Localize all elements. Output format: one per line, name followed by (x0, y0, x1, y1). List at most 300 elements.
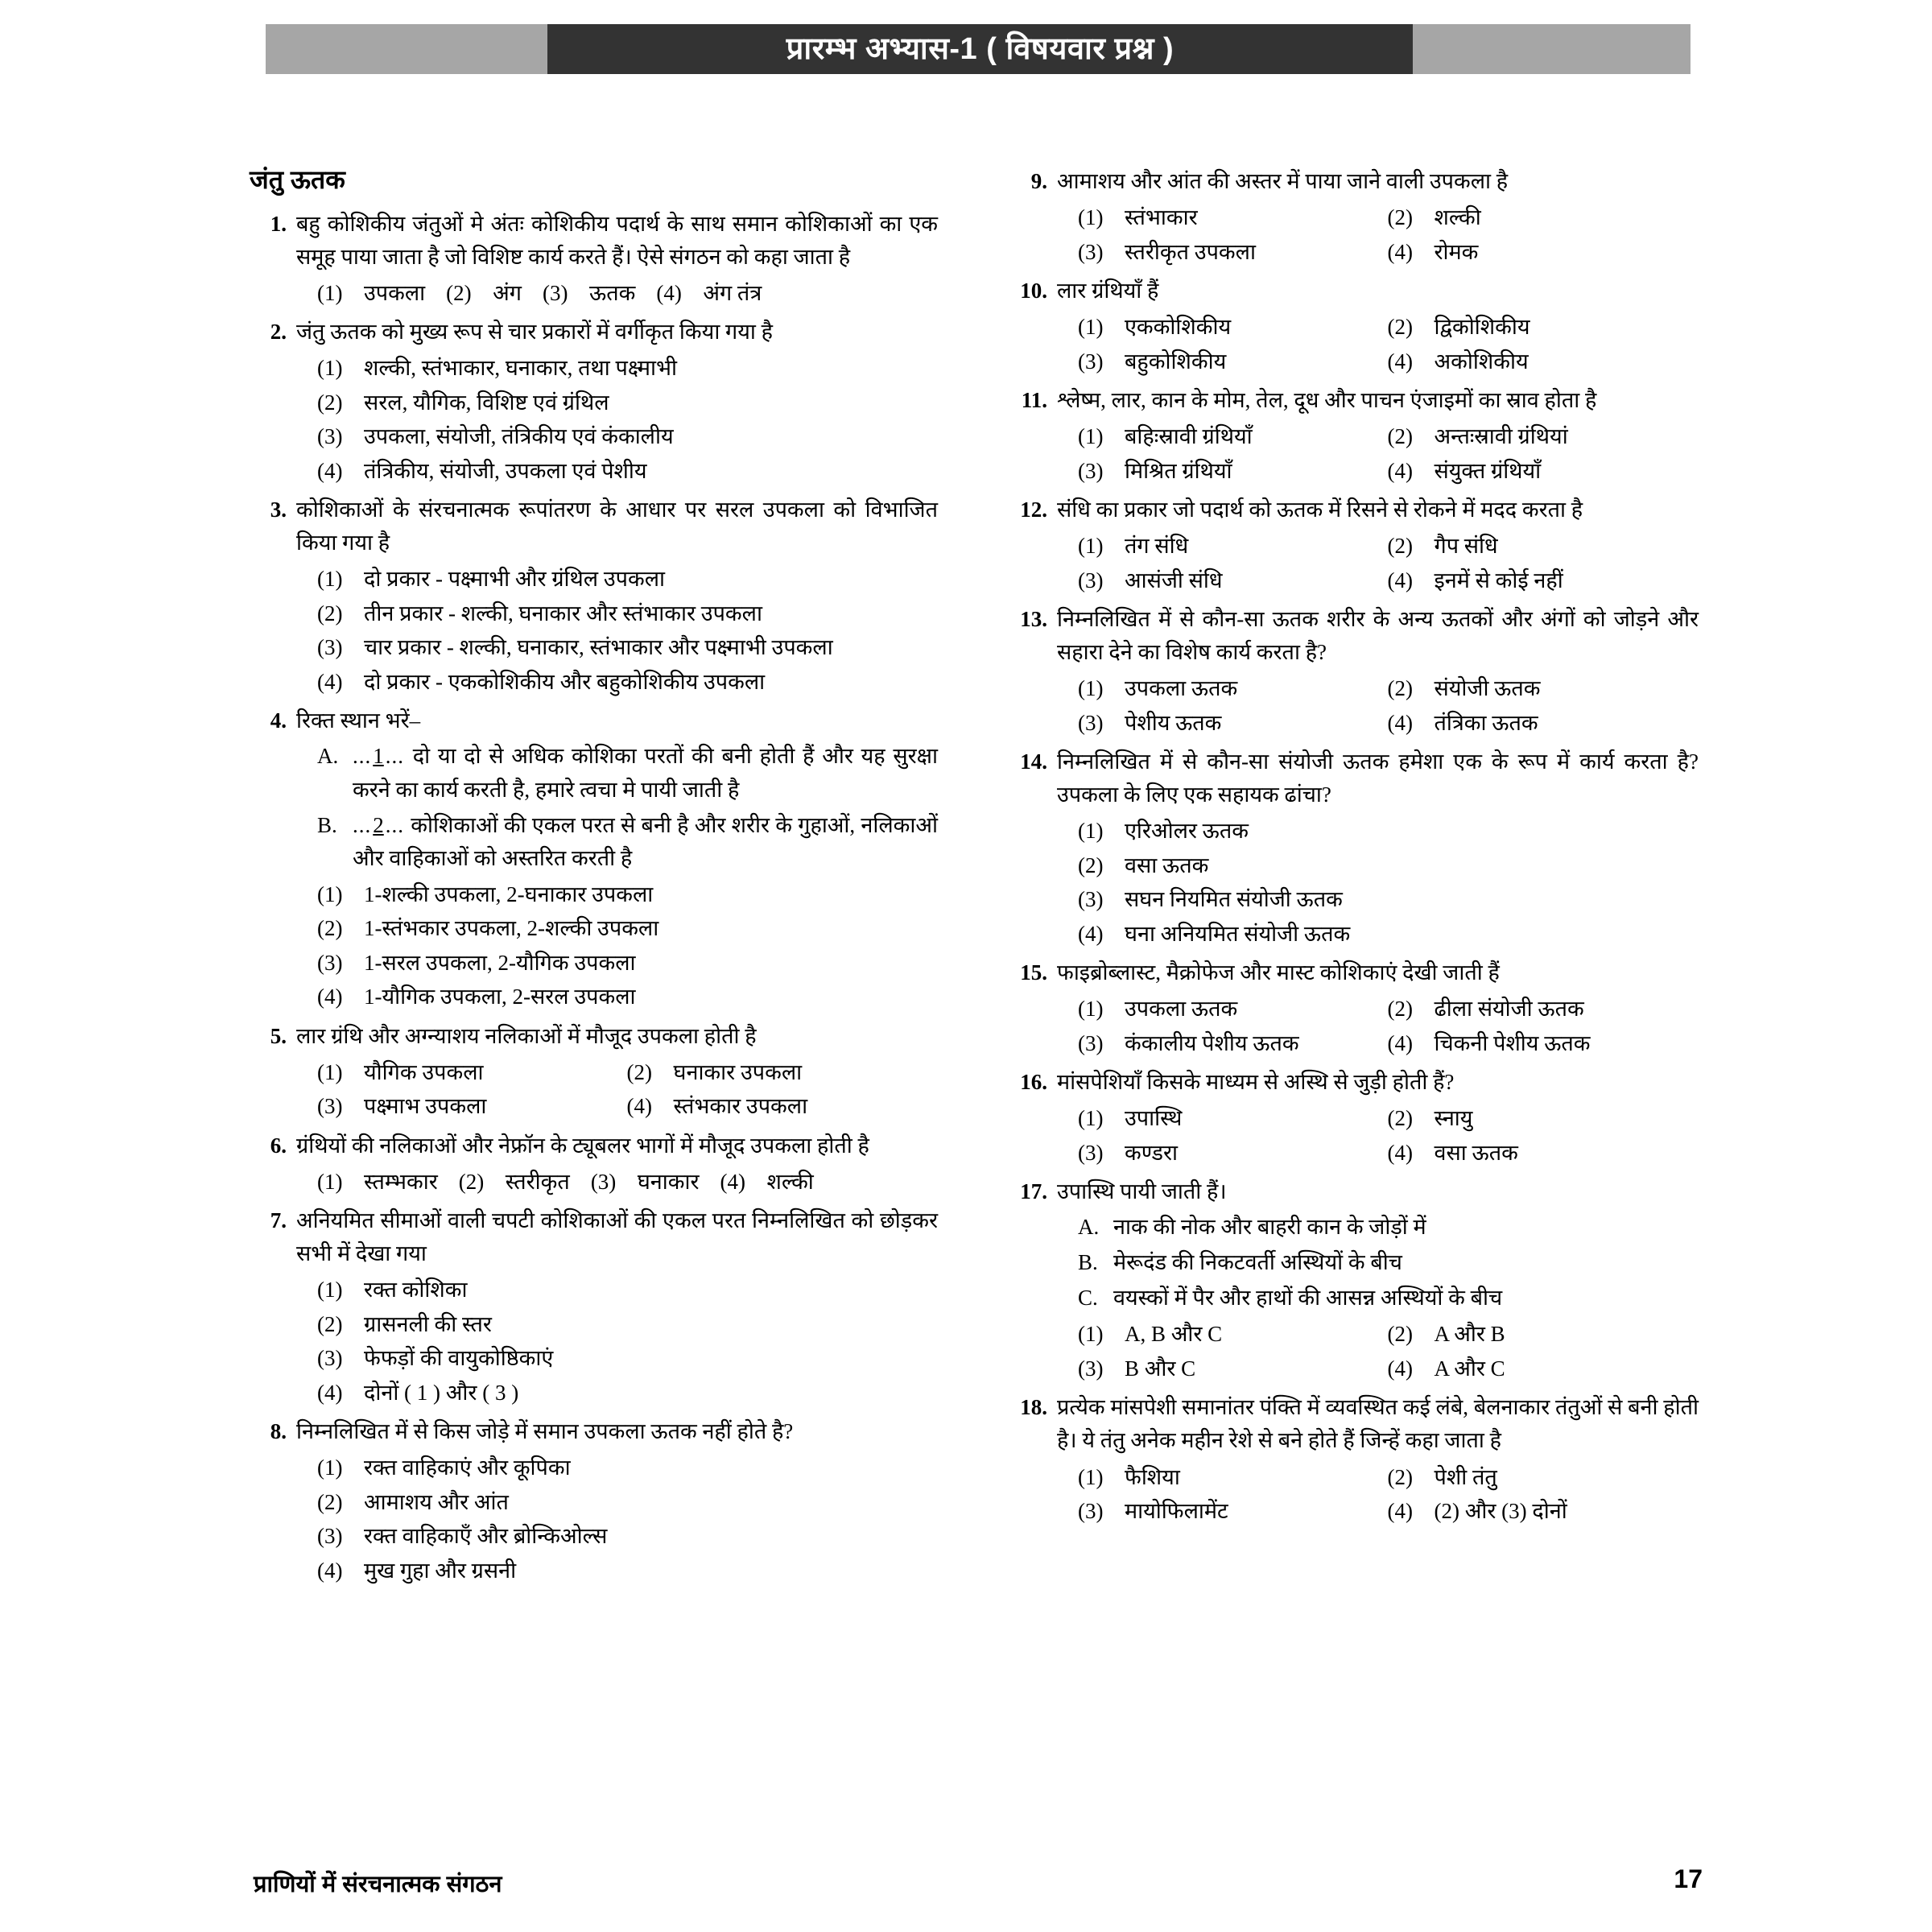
option-label: A, B और C (1125, 1322, 1223, 1347)
option-label: 1-यौगिक उपकला, 2-सरल उपकला (364, 985, 636, 1009)
option-marker: (1) (317, 1278, 343, 1302)
option-label: स्तम्भकार (364, 1169, 438, 1194)
sub-statement-letter: C. (1078, 1286, 1098, 1311)
option-row (1057, 883, 1699, 916)
option-label: स्तंभाकार (1125, 205, 1198, 230)
question-text: जंतु ऊतक को मुख्य रूप से चार प्रकारों में वर्गीकृत किया गया है (296, 320, 774, 345)
question-item (250, 704, 938, 1013)
option-row (1057, 564, 1699, 597)
option-label: ढीला संयोजी ऊतक (1434, 997, 1584, 1022)
option[interactable] (591, 1166, 700, 1199)
option-marker: (2) (1387, 424, 1413, 449)
option[interactable] (1057, 1102, 1378, 1135)
option[interactable] (446, 277, 522, 310)
option-label: इनमें से कोई नहीं (1434, 568, 1563, 592)
sub-statement-letter: B. (1078, 1250, 1098, 1275)
option[interactable] (1057, 1352, 1378, 1385)
right-column (993, 165, 1699, 1593)
option-label: पक्ष्माभ उपकला (364, 1094, 487, 1119)
question-item (250, 1020, 938, 1123)
option[interactable] (1057, 672, 1378, 705)
option-label: उपकला ऊतक (1125, 676, 1238, 701)
option[interactable] (1057, 849, 1699, 882)
content-columns (250, 165, 1699, 1593)
option[interactable] (1057, 311, 1378, 344)
option-marker: (3) (317, 1524, 343, 1549)
option-row (1057, 1318, 1699, 1351)
option-row (1057, 1102, 1699, 1135)
option[interactable] (317, 277, 425, 310)
option-row (1057, 1495, 1699, 1528)
question-body (1057, 493, 1699, 597)
question-number: 4. (270, 708, 287, 733)
option[interactable] (296, 1274, 938, 1307)
option-marker: (2) (446, 280, 472, 305)
option-marker: (4) (626, 1094, 652, 1119)
question-text: निम्नलिखित में से कौन-सा संयोजी ऊतक हमेशा एक के रूप में कार्य करता है? उपकला के लिए एक सहायक ढांचा? (1057, 749, 1699, 807)
option-list (1057, 815, 1699, 950)
option-marker: (4) (1387, 239, 1413, 264)
banner-center-block (547, 24, 1413, 74)
option[interactable] (296, 666, 938, 699)
question-text: लार ग्रंथियाँ हैं (1057, 279, 1159, 303)
option[interactable] (1378, 420, 1699, 453)
option[interactable] (1057, 530, 1378, 563)
question-text: श्लेष्म, लार, कान के मोम, तेल, दूध और पाचन एंजाइमों का स्राव होता है (1057, 388, 1597, 413)
question-body (296, 1204, 938, 1409)
option[interactable] (296, 980, 938, 1013)
option[interactable] (296, 563, 938, 596)
option-row (1057, 1352, 1699, 1385)
option-label: पेशी तंतु (1434, 1464, 1497, 1489)
option[interactable] (1057, 201, 1378, 234)
question-sub-statement (296, 740, 938, 806)
footer-page-number: 17 (1674, 1864, 1703, 1893)
question-body (1057, 275, 1699, 378)
option[interactable] (543, 277, 635, 310)
option-label: स्तरीकृत उपकला (1125, 239, 1256, 264)
question-text: निम्नलिखित में से किस जोड़े में समान उपकला ऊतक नहीं होते है? (296, 1419, 794, 1444)
option-marker: (3) (1078, 1140, 1104, 1165)
option[interactable] (296, 386, 938, 419)
question-number: 14. (1020, 749, 1047, 774)
option[interactable] (296, 1554, 938, 1587)
sub-statement-text: ...2... कोशिकाओं की एकल परत से बनी है और शरीर के गुहाओं, नलिकाओं और वाहिकाओं को अस्तरित करती है (353, 812, 938, 870)
question-item (1010, 745, 1699, 950)
option-row (1057, 993, 1699, 1026)
option[interactable] (296, 1342, 938, 1375)
option-label: अंग (493, 280, 522, 305)
sub-statement-letter: A. (1078, 1215, 1100, 1240)
header-banner (266, 24, 1690, 74)
question-item (1010, 603, 1699, 739)
option[interactable] (296, 1486, 938, 1519)
option-label: वसा ऊतक (1434, 1140, 1518, 1165)
option-marker: (2) (1387, 1322, 1413, 1347)
question-item (1010, 1175, 1699, 1385)
option[interactable] (296, 912, 938, 945)
question-text: कोशिकाओं के संरचनात्मक रूपांतरण के आधार पर सरल उपकला को विभाजित किया गया है (296, 497, 938, 555)
option-marker: (4) (1387, 710, 1413, 735)
option-row (1057, 311, 1699, 344)
option-label: चिकनी पेशीय ऊतक (1434, 1030, 1591, 1055)
option[interactable] (1057, 564, 1378, 597)
option-marker: (2) (317, 916, 343, 941)
option[interactable] (1378, 201, 1699, 234)
option-marker: (1) (1078, 1464, 1104, 1489)
option[interactable] (296, 597, 938, 630)
question-item (250, 1129, 938, 1199)
question-item (250, 493, 938, 698)
option[interactable] (296, 878, 938, 911)
option[interactable] (296, 631, 938, 664)
option-label: अकोशिकीय (1434, 349, 1529, 374)
option-marker: (4) (656, 280, 682, 305)
option[interactable] (317, 1166, 438, 1199)
question-text: संधि का प्रकार जो पदार्थ को ऊतक में रिसने से रोकने में मदद करता है (1057, 497, 1583, 522)
option-list (296, 563, 938, 698)
question-number: 7. (270, 1208, 287, 1233)
question-item (1010, 165, 1699, 268)
option[interactable] (1057, 1461, 1378, 1494)
question-item (250, 316, 938, 487)
option[interactable] (1378, 1318, 1699, 1351)
option-label: सघन नियमित संयोजी ऊतक (1125, 887, 1343, 912)
option-marker: (1) (1078, 424, 1104, 449)
option-label: वसा ऊतक (1125, 852, 1209, 877)
option-label: दो प्रकार - पक्ष्माभी और ग्रंथिल उपकला (364, 567, 666, 592)
option[interactable] (1378, 1461, 1699, 1494)
option-marker: (3) (1078, 1030, 1104, 1055)
sub-statement-text: नाक की नोक और बाहरी कान के जोड़ों में (1113, 1215, 1426, 1240)
option-label: उपकला ऊतक (1125, 997, 1238, 1022)
option[interactable] (296, 1520, 938, 1553)
question-text: रिक्त स्थान भरें– (296, 708, 421, 733)
option-label: तंत्रिका ऊतक (1434, 710, 1538, 735)
option-row (296, 1342, 938, 1375)
option-list (1057, 1102, 1699, 1169)
option-label: उपास्थि (1125, 1106, 1183, 1131)
option[interactable] (1057, 455, 1378, 488)
option-label: कंकालीय पेशीय ऊतक (1125, 1030, 1299, 1055)
option-list (1057, 420, 1699, 487)
option-marker: (4) (317, 1558, 343, 1583)
option-list (1057, 1461, 1699, 1528)
question-text: उपास्थि पायी जाती हैं। (1057, 1179, 1227, 1204)
option-label: दो प्रकार - एककोशिकीय और बहुकोशिकीय उपकला (364, 669, 766, 694)
question-number: 3. (270, 497, 287, 522)
option-list (1057, 993, 1699, 1059)
option-marker: (3) (317, 1094, 343, 1119)
option-row (296, 597, 938, 630)
option-label: स्नायु (1434, 1106, 1473, 1131)
option[interactable] (1378, 530, 1699, 563)
banner-right-block (1413, 24, 1690, 74)
question-number: 16. (1020, 1070, 1047, 1095)
option[interactable] (1378, 1495, 1699, 1528)
option-list (1057, 201, 1699, 268)
option-label: मुख गुहा और ग्रसनी (364, 1558, 517, 1583)
right-question-list (1010, 165, 1699, 1528)
option[interactable] (1057, 1318, 1378, 1351)
option-row (1057, 849, 1699, 882)
option-list (1057, 530, 1699, 597)
option[interactable] (296, 1451, 938, 1484)
option-label: रक्त वाहिकाएँ और ब्रोन्किओल्स (364, 1524, 608, 1549)
option-row (296, 1056, 938, 1089)
sub-statement-text: ...1... दो या दो से अधिक कोशिका परतों की बनी होती हैं और यह सुरक्षा करने का कार्य करती है, हमारे त्वचा मे पायी जाती है (353, 744, 938, 802)
question-number: 11. (1021, 388, 1047, 413)
option[interactable] (1378, 672, 1699, 705)
option-marker: (2) (458, 1169, 485, 1194)
option-marker: (3) (317, 424, 343, 449)
question-number: 13. (1020, 607, 1047, 632)
option-marker: (2) (1387, 1464, 1413, 1489)
question-item (1010, 1391, 1699, 1527)
question-body (1057, 384, 1699, 487)
question-body (1057, 603, 1699, 739)
option-label: दोनों ( 1 ) और ( 3 ) (364, 1380, 519, 1405)
option[interactable] (1378, 345, 1699, 378)
option-row (1057, 672, 1699, 705)
option-marker: (2) (626, 1059, 652, 1084)
question-body (296, 208, 938, 310)
option-marker: (4) (1078, 921, 1104, 946)
question-text: फाइब्रोब्लास्ट, मैक्रोफेज और मास्ट कोशिकाएं देखी जाती हैं (1057, 960, 1500, 985)
question-text: लार ग्रंथि और अग्न्याशय नलिकाओं में मौजूद उपकला होती है (296, 1023, 757, 1048)
option-label: रोमक (1434, 239, 1479, 264)
option-marker: (4) (1387, 1499, 1413, 1523)
option-marker: (2) (317, 1489, 343, 1514)
option-label: रक्त वाहिकाएं और कूपिका (364, 1455, 571, 1480)
option-marker: (2) (1387, 997, 1413, 1022)
option-row (296, 420, 938, 453)
question-item (250, 208, 938, 310)
question-text: ग्रंथियों की नलिकाओं और नेफ्रॉन के ट्यूबलर भागों में मौजूद उपकला होती है (296, 1133, 869, 1158)
option[interactable] (296, 352, 938, 385)
option-list (296, 1166, 938, 1199)
option[interactable] (1057, 918, 1699, 951)
option[interactable] (617, 1090, 939, 1123)
option[interactable] (296, 1090, 617, 1123)
question-body (1057, 956, 1699, 1059)
option-row (296, 912, 938, 945)
question-text: मांसपेशियाँ किसके माध्यम से अस्थि से जुड़ी होती हैं? (1057, 1070, 1455, 1095)
option[interactable] (1378, 1137, 1699, 1170)
option-label: सरल, यौगिक, विशिष्ट एवं ग्रंथिल (364, 390, 609, 415)
sub-statement-letter: B. (317, 812, 337, 837)
option[interactable] (1378, 455, 1699, 488)
option[interactable] (296, 947, 938, 980)
sub-statement-text: मेरूदंड की निकटवर्ती अस्थियों के बीच (1113, 1250, 1402, 1275)
option-label: एककोशिकीय (1125, 315, 1232, 340)
option[interactable] (1378, 1102, 1699, 1135)
question-body (296, 704, 938, 1013)
option-marker: (1) (317, 567, 343, 592)
option-list (296, 878, 938, 1013)
option[interactable] (1057, 1137, 1378, 1170)
option-marker: (4) (317, 669, 343, 694)
blank-marker: 1 (373, 744, 384, 769)
question-body (296, 316, 938, 487)
option-marker: (4) (1387, 1356, 1413, 1381)
option[interactable] (296, 420, 938, 453)
option-marker: (3) (1078, 887, 1104, 912)
option-marker: (3) (1078, 1499, 1104, 1523)
option-list (1057, 1318, 1699, 1385)
question-number: 6. (270, 1133, 287, 1158)
option[interactable] (296, 455, 938, 488)
option-marker: (4) (317, 458, 343, 483)
option[interactable] (296, 1056, 617, 1089)
option-list (296, 1056, 938, 1123)
footer-chapter: प्राणियों में संरचनात्मक संगठन (254, 1872, 502, 1897)
option-marker: (1) (1078, 205, 1104, 230)
option-list (1057, 672, 1699, 739)
option[interactable] (1057, 345, 1378, 378)
option-marker: (1) (317, 356, 343, 381)
option-list (296, 1451, 938, 1587)
option[interactable] (1378, 993, 1699, 1026)
question-text: प्रत्येक मांसपेशी समानांतर पंक्ति में व्यवस्थित कई लंबे, बेलनाकार तंतुओं से बनी होती है। ये तंतु अनेक महीन रेशे से बने होते हैं जिन्हें कहा जाता है (1057, 1395, 1699, 1453)
option[interactable] (459, 1166, 570, 1199)
option-label: B और C (1125, 1356, 1196, 1381)
option-marker: (3) (1078, 239, 1104, 264)
option-row (296, 1377, 938, 1410)
question-sub-statement (296, 809, 938, 875)
question-number: 12. (1020, 497, 1047, 522)
option[interactable] (296, 1377, 938, 1410)
option-marker: (1) (1078, 1106, 1104, 1131)
option-label: ऊतक (589, 280, 636, 305)
option-label: तंत्रिकीय, संयोजी, उपकला एवं पेशीय (364, 458, 647, 483)
option[interactable] (656, 277, 762, 310)
option-label: A और B (1434, 1322, 1505, 1347)
option-label: घना अनियमित संयोजी ऊतक (1125, 921, 1351, 946)
option[interactable] (1378, 236, 1699, 269)
question-body (1057, 1066, 1699, 1169)
option-row (1057, 345, 1699, 378)
option-label: A और C (1434, 1356, 1505, 1381)
option-marker: (1) (1078, 315, 1104, 340)
option-marker: (1) (317, 1059, 343, 1084)
option-marker: (1) (1078, 997, 1104, 1022)
option[interactable] (617, 1056, 939, 1089)
question-number: 15. (1020, 960, 1047, 985)
question-number: 1. (270, 211, 287, 236)
question-sub-statement (1057, 1246, 1699, 1279)
option-marker: (1) (1078, 676, 1104, 701)
option-label: पेशीय ऊतक (1125, 710, 1222, 735)
option-marker: (1) (317, 280, 343, 305)
option-marker: (3) (1078, 349, 1104, 374)
option-marker: (2) (1387, 205, 1413, 230)
option-marker: (3) (317, 635, 343, 660)
option-row (296, 1274, 938, 1307)
option[interactable] (720, 1166, 814, 1199)
option-row (296, 1090, 938, 1123)
question-number: 17. (1020, 1179, 1047, 1204)
question-body (296, 493, 938, 698)
option-row (1057, 707, 1699, 740)
option-row (1057, 1027, 1699, 1060)
option[interactable] (1378, 564, 1699, 597)
option[interactable] (1057, 420, 1378, 453)
left-question-list (250, 208, 938, 1587)
option-label: मायोफिलामेंट (1125, 1499, 1228, 1523)
option[interactable] (1057, 815, 1699, 848)
option[interactable] (1057, 707, 1378, 740)
option-marker: (2) (1387, 315, 1413, 340)
option-row (1057, 1137, 1699, 1170)
option-label: संयुक्त ग्रंथियाँ (1434, 458, 1542, 483)
option-label: शल्की (1434, 205, 1481, 230)
option-label: एरिओलर ऊतक (1125, 819, 1249, 844)
left-column (250, 165, 952, 1593)
question-item (250, 1415, 938, 1587)
option-label: 1-स्तंभकार उपकला, 2-शल्की उपकला (364, 916, 659, 941)
option-row (1057, 918, 1699, 951)
option-label: कण्डरा (1125, 1140, 1179, 1165)
option-marker: (2) (317, 1311, 343, 1336)
option-label: अंग तंत्र (703, 280, 762, 305)
option[interactable] (1057, 883, 1699, 916)
option-row (296, 1308, 938, 1341)
option-row (296, 666, 938, 699)
option-row (1057, 236, 1699, 269)
option-label: चार प्रकार - शल्की, घनाकार, स्तंभाकार और पक्ष्माभी उपकला (364, 635, 833, 660)
option-marker: (3) (1078, 458, 1104, 483)
option[interactable] (1057, 1027, 1378, 1060)
option-row (296, 878, 938, 911)
option-marker: (4) (1387, 1030, 1413, 1055)
option-label: संयोजी ऊतक (1434, 676, 1541, 701)
option-marker: (4) (1387, 349, 1413, 374)
sub-statement-text: वयस्कों में पैर और हाथों की आसन्न अस्थियों के बीच (1113, 1286, 1503, 1311)
option-row (296, 352, 938, 385)
option-label: उपकला, संयोजी, तंत्रिकीय एवं कंकालीय (364, 424, 674, 449)
option[interactable] (1378, 1027, 1699, 1060)
option-row (296, 1451, 938, 1484)
question-text: आमाशय और आंत की अस्तर में पाया जाने वाली उपकला है (1057, 169, 1509, 193)
option-list (296, 277, 938, 310)
option-label: यौगिक उपकला (364, 1059, 484, 1084)
option[interactable] (1378, 1352, 1699, 1385)
option-marker: (1) (1078, 534, 1104, 559)
option-label: बहिःस्रावी ग्रंथियाँ (1125, 424, 1253, 449)
option-marker: (1) (317, 1455, 343, 1480)
blank-marker: 2 (373, 812, 384, 837)
question-text: अनियमित सीमाओं वाली चपटी कोशिकाओं की एकल परत निम्नलिखित को छोड़कर सभी में देखा गया (296, 1208, 938, 1266)
option[interactable] (1057, 1495, 1378, 1528)
option[interactable] (1378, 707, 1699, 740)
option[interactable] (296, 1308, 938, 1341)
option[interactable] (1378, 311, 1699, 344)
option-marker: (3) (1078, 1356, 1104, 1381)
question-item (250, 1204, 938, 1409)
option-label: ग्रासनली की स्तर (364, 1311, 492, 1336)
option-marker: (2) (317, 390, 343, 415)
option[interactable] (1057, 236, 1378, 269)
option-label: बहुकोशिकीय (1125, 349, 1227, 374)
question-number: 9. (1030, 169, 1047, 193)
option[interactable] (1057, 993, 1378, 1026)
question-number: 8. (270, 1419, 287, 1444)
option-row (296, 980, 938, 1013)
option-label: आसंजी संधि (1125, 568, 1223, 592)
option-marker: (4) (317, 985, 343, 1009)
option-row (1057, 1461, 1699, 1494)
